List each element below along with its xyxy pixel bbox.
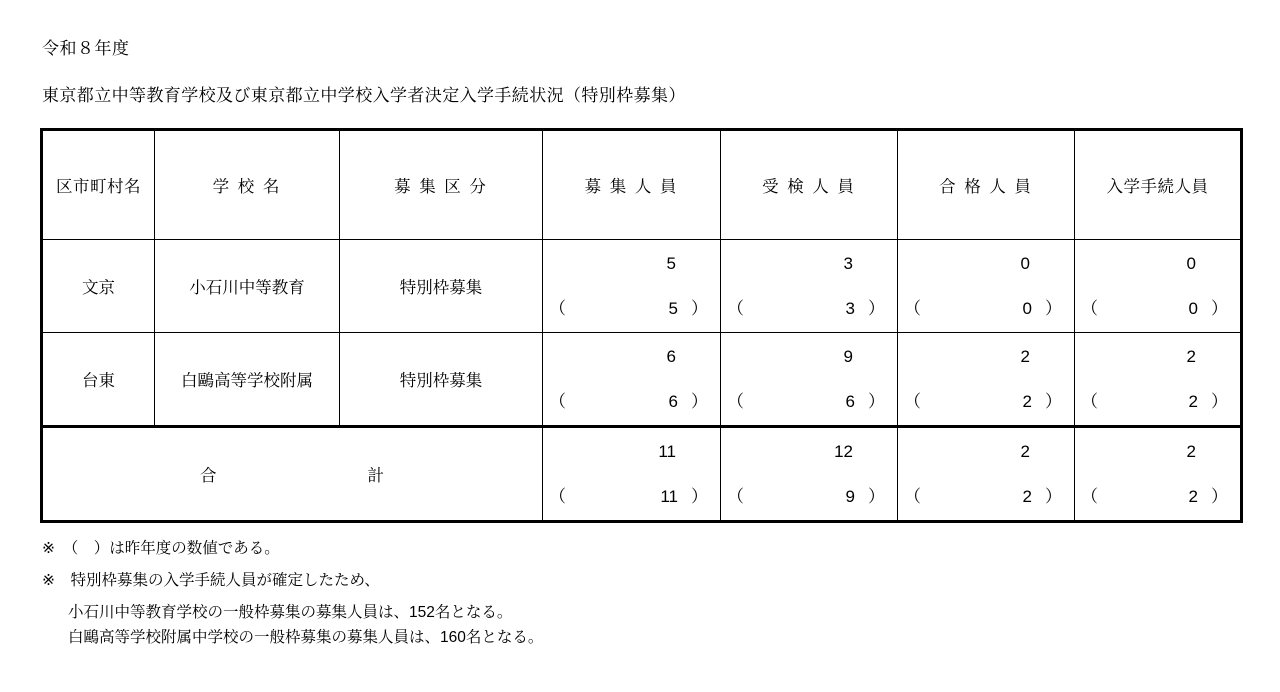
- column-header-category: 募 集 区 分: [340, 130, 543, 240]
- enrollment-table: [40, 128, 1243, 523]
- paren-open: （: [549, 487, 566, 506]
- value-previous: 11: [660, 487, 678, 506]
- document-title: 東京都立中等教育学校及び東京都立中学校入学者決定入学手続状況（特別枠募集）: [42, 86, 686, 105]
- total-label-right: 計: [367, 467, 385, 485]
- value-current: 6: [666, 347, 676, 366]
- column-header-exam: 受 検 人 員: [721, 130, 898, 240]
- value-previous: 2: [1188, 487, 1198, 506]
- cell-recruit-total: [543, 427, 721, 522]
- note-general-quota-hakuo: 白鷗高等学校附属中学校の一般枠募集の募集人員は、160名となる。: [68, 628, 544, 646]
- value-previous: 5: [668, 299, 678, 318]
- cell-enroll: [1075, 333, 1242, 427]
- paren-open: （: [549, 392, 566, 411]
- value-current: 2: [1186, 347, 1196, 366]
- paren-open: （: [904, 299, 921, 318]
- paren-open: （: [904, 487, 921, 506]
- cell-exam: [721, 333, 898, 427]
- cell-pass-total: [898, 427, 1075, 522]
- paren-close: ）: [691, 392, 708, 411]
- cell-recruit: [543, 240, 721, 333]
- cell-category: 特別枠募集: [340, 240, 543, 333]
- cell-municipality: 文京: [42, 240, 155, 333]
- value-current: 0: [1020, 254, 1030, 273]
- paren-close: ）: [868, 299, 885, 318]
- paren-close: ）: [1045, 487, 1062, 506]
- value-current: 2: [1020, 347, 1030, 366]
- value-current: 2: [1186, 442, 1196, 461]
- document-year-heading: 令和８年度: [42, 39, 130, 58]
- table-row: [42, 240, 1242, 333]
- value-previous: 0: [1188, 299, 1198, 318]
- note-previous-year: ※ （ ）は昨年度の数値である。: [42, 540, 280, 557]
- total-label: [42, 427, 543, 522]
- paren-close: ）: [1211, 487, 1228, 506]
- cell-municipality: 台東: [42, 333, 155, 427]
- column-header-enroll: 入学手続人員: [1075, 130, 1242, 240]
- paren-open: （: [727, 392, 744, 411]
- cell-recruit: [543, 333, 721, 427]
- paren-close: ）: [868, 392, 885, 411]
- cell-pass: [898, 240, 1075, 333]
- value-current: 2: [1020, 442, 1030, 461]
- paren-open: （: [727, 487, 744, 506]
- paren-close: ）: [1211, 392, 1228, 411]
- value-current: 3: [843, 254, 853, 273]
- column-header-recruit: 募 集 人 員: [543, 130, 721, 240]
- paren-close: ）: [1045, 299, 1062, 318]
- value-previous: 3: [845, 299, 855, 318]
- cell-enroll: [1075, 240, 1242, 333]
- paren-close: ）: [691, 299, 708, 318]
- note-general-quota: ※ 特別枠募集の入学手続人員が確定したため、: [42, 572, 380, 590]
- paren-open: （: [1081, 487, 1098, 506]
- paren-open: （: [1081, 299, 1098, 318]
- cell-category: 特別枠募集: [340, 333, 543, 427]
- cell-pass: [898, 333, 1075, 427]
- paren-open: （: [549, 299, 566, 318]
- note-general-quota-koishikawa: 小石川中等教育学校の一般枠募集の募集人員は、152名となる。: [68, 604, 513, 622]
- paren-open: （: [727, 299, 744, 318]
- cell-school: 白鷗高等学校附属: [155, 333, 340, 427]
- table-row: [42, 333, 1242, 427]
- paren-open: （: [1081, 392, 1098, 411]
- value-previous: 2: [1022, 392, 1032, 411]
- paren-close: ）: [868, 487, 885, 506]
- column-header-pass: 合 格 人 員: [898, 130, 1075, 240]
- paren-close: ）: [1211, 299, 1228, 318]
- cell-exam: [721, 240, 898, 333]
- value-current: 0: [1186, 254, 1196, 273]
- table-header-row: [42, 130, 1242, 240]
- value-previous: 9: [845, 487, 855, 506]
- value-current: 9: [843, 347, 853, 366]
- paren-close: ）: [691, 487, 708, 506]
- value-current: 5: [666, 254, 676, 273]
- cell-exam-total: [721, 427, 898, 522]
- value-previous: 0: [1022, 299, 1032, 318]
- value-current: 11: [658, 442, 676, 461]
- cell-enroll-total: [1075, 427, 1242, 522]
- table-total-row: [42, 427, 1242, 522]
- paren-close: ）: [1045, 392, 1062, 411]
- cell-school: 小石川中等教育: [155, 240, 340, 333]
- value-previous: 2: [1188, 392, 1198, 411]
- value-previous: 6: [668, 392, 678, 411]
- paren-open: （: [904, 392, 921, 411]
- column-header-municipality: 区市町村名: [42, 130, 155, 240]
- value-previous: 2: [1022, 487, 1032, 506]
- value-previous: 6: [845, 392, 855, 411]
- notes-section: [42, 537, 1240, 651]
- total-label-left: 合: [200, 467, 218, 485]
- column-header-school: 学 校 名: [155, 130, 340, 240]
- value-current: 12: [834, 442, 853, 461]
